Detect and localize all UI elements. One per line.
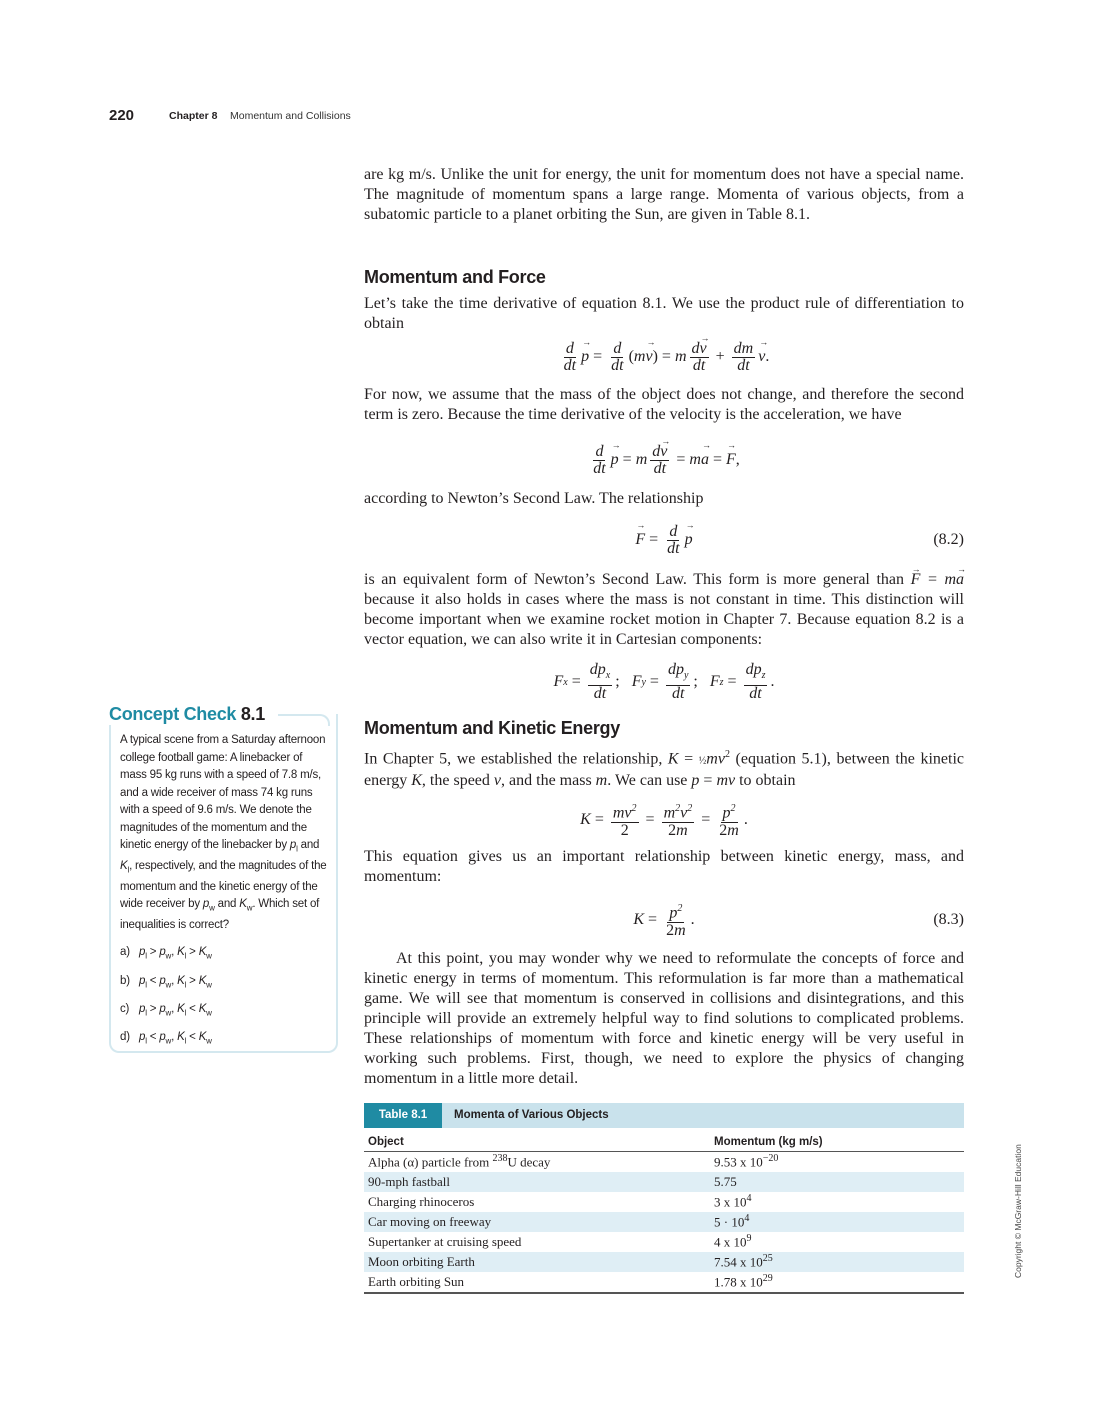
equation-kinetic-energy-derivation: K = $\frac{mv^2}{2}$ = $\frac{m^2v^2}{2m}$ = $\frac{p^2}{2m}$ . xyxy=(580,803,748,839)
column-header: Object xyxy=(364,1133,710,1152)
table-row: 90-mph fastball 5.75 xyxy=(364,1172,964,1192)
intro-paragraph: are kg m/s. Unlike the unit for energy, the unit for momentum does not have a special name. The magnitude of momentum spans a large range. Momenta of various objects, from a subatomic particle to a planet orbiting the Sun, are given in Table 8.1. xyxy=(364,166,964,223)
table-row: Earth orbiting Sun 1.78 x $10^{29}$ xyxy=(364,1272,964,1293)
table-row: Car moving on freeway $5 \cdot 10^4$ xyxy=(364,1212,964,1232)
concept-check-options xyxy=(120,940,330,1053)
chapter-label: Chapter 8 xyxy=(169,110,218,122)
equation-8-2: → F = $\frac{d}{dt}$ → p (8.2) xyxy=(364,520,964,560)
concept-check-question xyxy=(120,732,330,1054)
paragraph: according to Newton’s Second Law. The relationship xyxy=(364,490,704,507)
equation-8-3: K = $\frac{p^2}{2m}$ . (8.3) xyxy=(633,903,964,939)
momenta-table xyxy=(364,1133,964,1294)
column-header: Momentum (kg m/s) xyxy=(710,1133,964,1152)
option-b[interactable]: b) $p_l < p_w$, $K_l > K_w$ xyxy=(120,974,212,989)
paragraph: In Chapter 5, we established the relationship, $K = \frac{1}{2}mv^2$ (equation 5.1), between the kinetic energy K, the speed v, and the mass m. We can use p = mv to obtain xyxy=(364,749,965,790)
paragraph: At this point, you may wonder why we need to reformulate the concepts of force and kinetic energy in terms of momentum. This reformulation is far more than a mathematical game. We will see that momentum is conserved in collisions and disintegrations, and this principle will provide an extremely helpful way to find solutions to complicated problems. These relationships of momentum with force and kinetic energy will be very useful in working such problems. First, though, we need to explore the physics of changing momentum in a little more detail. xyxy=(364,950,964,1087)
section-heading-momentum-kinetic-energy: Momentum and Kinetic Energy xyxy=(364,718,620,738)
table-row: Charging rhinoceros 3 x $10^4$ xyxy=(368,1193,752,1210)
option-c[interactable]: c) $p_l > p_w$, $K_l < K_w$ xyxy=(120,1002,212,1018)
question-rendered: A typical scene from a Saturday afternoon college football game: A linebacker of mass 95 kg runs with a speed of 7.8 m/s, and a wide receiver of mass 74 kg runs with a speed of 9.6 m/s. We denote the magnitudes of the momentum and the kinetic energy of the linebacker by $p_l$ and $K_l$, respectively, and the magnitudes of the momentum and the kinetic energy of the wide receiver by $p_w$ and $K_w$. Which set of inequalities is correct? xyxy=(120,734,327,931)
option-d[interactable]: d) $p_l < p_w$, $K_l < K_w$ xyxy=(120,1031,212,1046)
option-a[interactable]: a) $p_l > p_w$, $K_l > K_w$ xyxy=(120,946,212,961)
equation-newton-derivation: $\frac{d}{dt}$ → p = m $\frac{d\to v}{dt}$ = m → a = → F , xyxy=(364,440,964,480)
section-heading-momentum-force: Momentum and Force xyxy=(364,267,546,287)
paragraph: This equation gives us an important relationship between kinetic energy, mass, and momentum: xyxy=(364,848,964,885)
equation-product-rule: $\frac{d}{dt}$ → p = $\frac{d}{dt}$ ( m → v ) = m $\frac{d\to v}{dt}$ + $\frac{dm}{dt}$ → v . xyxy=(364,337,964,377)
table-caption: Momenta of Various Objects xyxy=(454,1109,609,1121)
chapter-title: Momentum and Collisions xyxy=(230,110,351,122)
table-tag: Table 8.1 xyxy=(364,1103,442,1128)
table-row: Moon orbiting Earth 7.54 x $10^{25}$ xyxy=(364,1252,964,1272)
concept-check-title: Concept Check 8.1 xyxy=(109,704,271,725)
page-number: 220 xyxy=(109,107,135,124)
equation-cartesian-components: F x = $\frac{dp_x}{dt}$ ; F y = $\frac{dp_y}{dt}$ ; F z = $\frac{dp_z}{dt}$ . xyxy=(553,661,775,702)
equation-number: (8.3) xyxy=(933,911,964,928)
table-header-row xyxy=(364,1133,964,1152)
table-row: Supertanker at cruising speed 4 x $10^9$ xyxy=(368,1233,752,1250)
table-row: Alpha (α) particle from $^{238}$U decay 9.53 x $10^{-20}$ xyxy=(368,1153,779,1170)
concept-check-border-accent xyxy=(278,714,330,726)
paragraph: For now, we assume that the mass of the object does not change, and therefore the second term is zero. Because the time derivative of the velocity is the acceleration, we have xyxy=(364,386,964,423)
equation-number: (8.2) xyxy=(933,531,964,548)
paragraph: Let’s take the time derivative of equation 8.1. We use the product rule of differentiation to obtain xyxy=(364,295,964,332)
paragraph: is an equivalent form of Newton’s Second Law. This form is more general than → F = m→ a because it also holds in cases where the mass is not constant in time. This distinction will become important when we examine rocket motion in Chapter 7. Because equation 8.2 is a vector equation, we can also write it in Cartesian components: xyxy=(364,570,964,650)
copyright-notice: Copyright © McGraw-Hill Education xyxy=(1013,1144,1023,1278)
